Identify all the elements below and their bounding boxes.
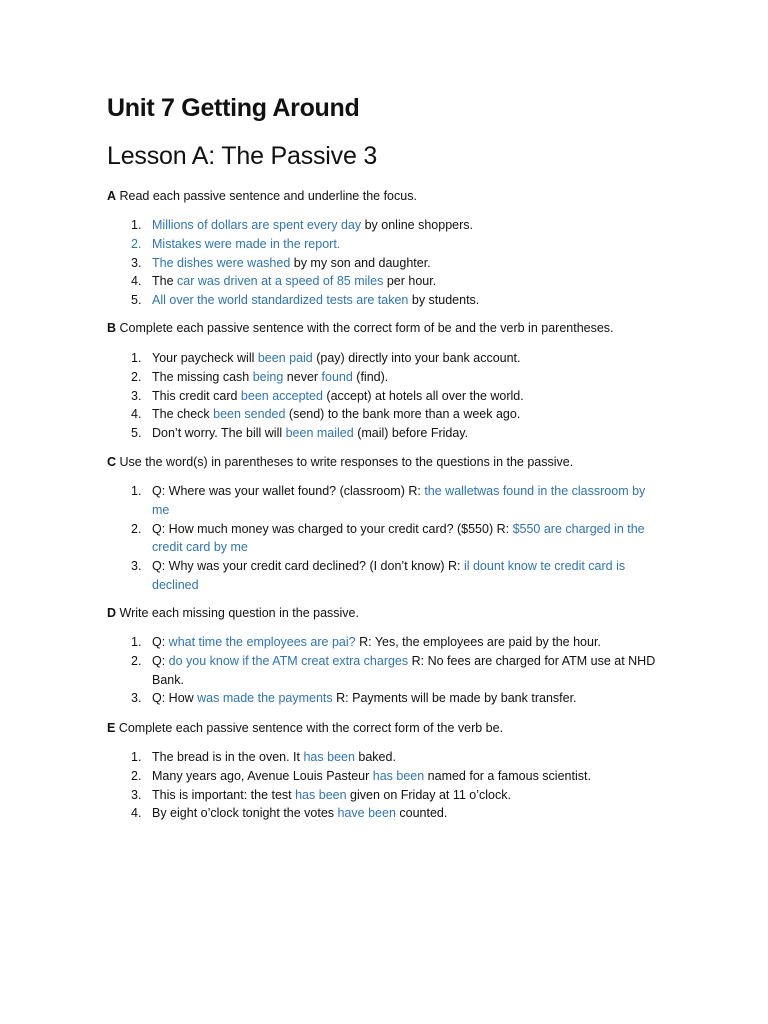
section-c-list [107, 482, 667, 595]
page-title: Unit 7 Getting Around [107, 94, 360, 122]
list-item: 5. Don’t worry. The bill will been mailed (mail) before Friday. [131, 426, 469, 441]
list-item: 2. Many years ago, Avenue Louis Pasteur has been named for a famous scientist. [131, 768, 591, 783]
answer-text: The dishes were washed [152, 255, 291, 270]
answer-text-cont: credit card by me [152, 540, 248, 555]
answer-text: being [252, 369, 284, 384]
list-item: 2. The missing cash being never found (find). [131, 369, 389, 384]
list-item: 3. Q: Why was your credit card declined? (I don’t know) R: il dount know te credit card is declined [131, 559, 626, 592]
answer-text: found [321, 369, 353, 384]
answer-text: car was driven at a speed of 85 miles [177, 274, 384, 289]
answer-text: the walletwas found in the classroom by [424, 484, 646, 498]
answer-text: All over the world standardized tests are taken [152, 293, 409, 308]
answer-text-cont: me [152, 502, 170, 517]
instruction-text: Use the word(s) in parentheses to write responses to the questions in the passive. [116, 455, 574, 469]
answer-text: what time the employees are pai? [168, 635, 356, 649]
section-d-list [107, 633, 667, 708]
list-item: 3. This credit card been accepted (accept) at hotels all over the world. [131, 388, 524, 403]
answer-text: Mistakes were made in the report. [152, 236, 341, 251]
section-letter: D [107, 606, 117, 620]
list-item: 2. Q: How much money was charged to your credit card? ($550) R: $550 are charged in the credit card by me [131, 521, 645, 555]
list-item: 1. Millions of dollars are spent every day by online shoppers. [131, 218, 474, 232]
answer-text: have been [337, 806, 396, 821]
answer-text: has been [372, 768, 425, 783]
list-item: 5. All over the world standardized tests are taken by students. [131, 293, 480, 308]
answer-text: has been [303, 750, 355, 764]
section-letter: C [107, 455, 117, 469]
section-b-list [107, 349, 667, 443]
list-item: 4. By eight o’clock tonight the votes have been counted. [131, 806, 448, 821]
list-item: 1. Q: Where was your wallet found? (classroom) R: the walletwas found in the classroom by me [131, 484, 646, 517]
instruction-text: Complete each passive sentence with the correct form of be and the verb in parentheses. [116, 321, 614, 335]
answer-text: been mailed [285, 426, 354, 441]
instruction-text: Complete each passive sentence with the correct form of the verb be. [115, 721, 504, 735]
answer-text: Millions of dollars are spent every day [152, 218, 362, 232]
list-item: 3. The dishes were washed by my son and daughter. [131, 255, 431, 270]
section-b-instruction [107, 321, 614, 335]
section-letter: B [107, 321, 117, 335]
list-item: 4. The car was driven at a speed of 85 miles per hour. [131, 274, 437, 289]
section-e-instruction [107, 721, 503, 735]
answer-text-cont: declined [152, 577, 199, 592]
list-item: 4. The check been sended (send) to the bank more than a week ago. [131, 407, 521, 422]
list-item: 1. Your paycheck will been paid (pay) directly into your bank account. [131, 351, 521, 365]
answer-text: been accepted [240, 388, 323, 403]
answer-text: do you know if the ATM creat extra charges [168, 653, 409, 668]
section-a-list [107, 216, 667, 310]
section-d-instruction [107, 606, 359, 620]
list-item: 3. This is important: the test has been given on Friday at 11 o’clock. [131, 787, 511, 802]
lesson-subtitle: Lesson A: The Passive 3 [107, 142, 378, 170]
answer-text: was made the payments [197, 691, 333, 706]
list-item: 2. Q: do you know if the ATM creat extra charges R: No fees are charged for ATM use at NHD Bank. [131, 653, 656, 687]
section-letter: E [107, 721, 116, 735]
section-letter: A [107, 189, 117, 203]
answer-text: been sended [213, 407, 286, 422]
answer-text: been paid [257, 351, 313, 365]
list-item: 1. Q: what time the employees are pai? R: Yes, the employees are paid by the hour. [131, 635, 601, 649]
instruction-text: Write each missing question in the passive. [116, 606, 359, 620]
section-a-instruction [107, 189, 417, 203]
list-item: 1. The bread is in the oven. It has been baked. [131, 750, 396, 764]
list-item: 2. Mistakes were made in the report. [131, 236, 341, 251]
instruction-text: Read each passive sentence and underline the focus. [116, 189, 417, 203]
answer-text: has been [295, 787, 347, 802]
section-c-instruction [107, 455, 573, 469]
section-e-list [107, 748, 667, 823]
list-item: 3. Q: How was made the payments R: Payments will be made by bank transfer. [131, 691, 577, 706]
answer-text: il dount know te credit card is [463, 559, 626, 574]
answer-text: $550 are charged in the [512, 521, 645, 536]
